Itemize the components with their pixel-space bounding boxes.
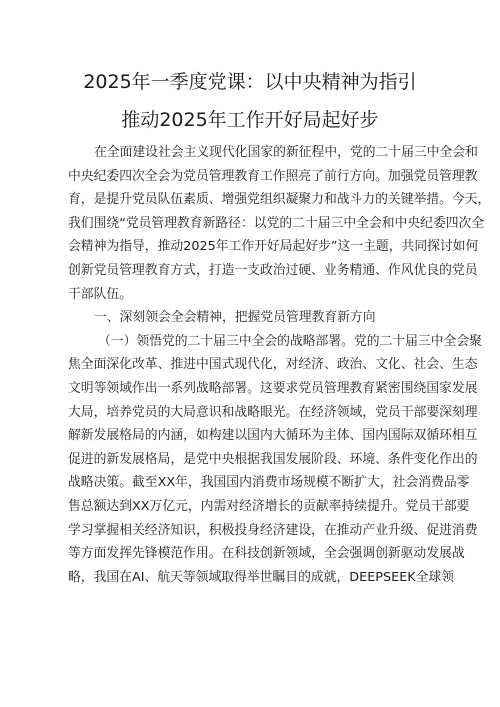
- paragraph-line: 文明等领域作出一系列战略部署。这要求党员管理教育紧密围绕国家发展: [68, 380, 478, 396]
- paragraph-line: 中央纪委四次全会为党员管理教育工作照亮了前行方向。加强党员管理教: [68, 168, 478, 184]
- paragraph-line: 大局，培养党员的大局意识和战略眼光。在经济领域，党员干部要深刻理: [68, 404, 478, 420]
- section-heading-text: 一、深刻领会全会精神，把握党员管理教育新方向: [94, 310, 376, 326]
- document-title-line-2: 推动2025年工作开好局起好步: [121, 109, 379, 131]
- paragraph-line: 等方面发挥先锋模范作用。在科技创新领域，全会强调创新驱动发展战: [68, 546, 465, 562]
- section-heading: [68, 306, 436, 330]
- paragraph-line: （一）领悟党的二十届三中全会的战略部署。党的二十届三中全会聚: [98, 333, 482, 349]
- paragraph-line: 创新党员管理教育方式，打造一支政治过硬、业务精通、作风优良的党员: [68, 262, 478, 278]
- intro-paragraph: [68, 141, 491, 306]
- paragraph-line: 解新发展格局的内涵，如构建以国内大循环为主体、国内国际双循环相互: [68, 428, 478, 444]
- paragraph-line: 我们围绕“党员管理教育新路径：以党的二十届三中全会和中央纪委四次全: [68, 215, 485, 231]
- document-body: [68, 141, 491, 589]
- paragraph-line: 育，是提升党员队伍素质、增强党组织凝聚力和战斗力的关键举措。今天，: [68, 192, 491, 208]
- paragraph-line: 会精神为指导，推动2025年工作开好局起好步”这一主题，共同探讨如何: [68, 239, 479, 255]
- paragraph-line: 在全面建设社会主义现代化国家的新征程中，党的二十届三中全会和: [94, 145, 478, 160]
- paragraph-line: 略，我国在AI、航天等领域取得举世瞩目的成就，DEEPSEEK全球领: [68, 569, 455, 585]
- paragraph-line: 焦全面深化改革、推进中国式现代化，对经济、政治、文化、社会、生态: [68, 357, 478, 373]
- paragraph-line: 售总额达到XX万亿元，内需对经济增长的贡献率持续提升。党员干部要: [68, 498, 470, 514]
- paragraph-line: 学习掌握相关经济知识，积极投身经济建设，在推动产业升级、促进消费: [68, 522, 478, 538]
- paragraph-line: 干部队伍。: [68, 286, 132, 302]
- subsection-paragraph: [68, 330, 482, 590]
- document-title-line-1: 2025年一季度党课：以中央精神为指引: [83, 71, 417, 93]
- paragraph-line: 战略决策。截至XX年，我国国内消费市场规模不断扩大，社会消费品零: [68, 475, 470, 491]
- paragraph-line: 促进的新发展格局，是党中央根据我国发展阶段、环境、条件变化作出的: [68, 451, 478, 467]
